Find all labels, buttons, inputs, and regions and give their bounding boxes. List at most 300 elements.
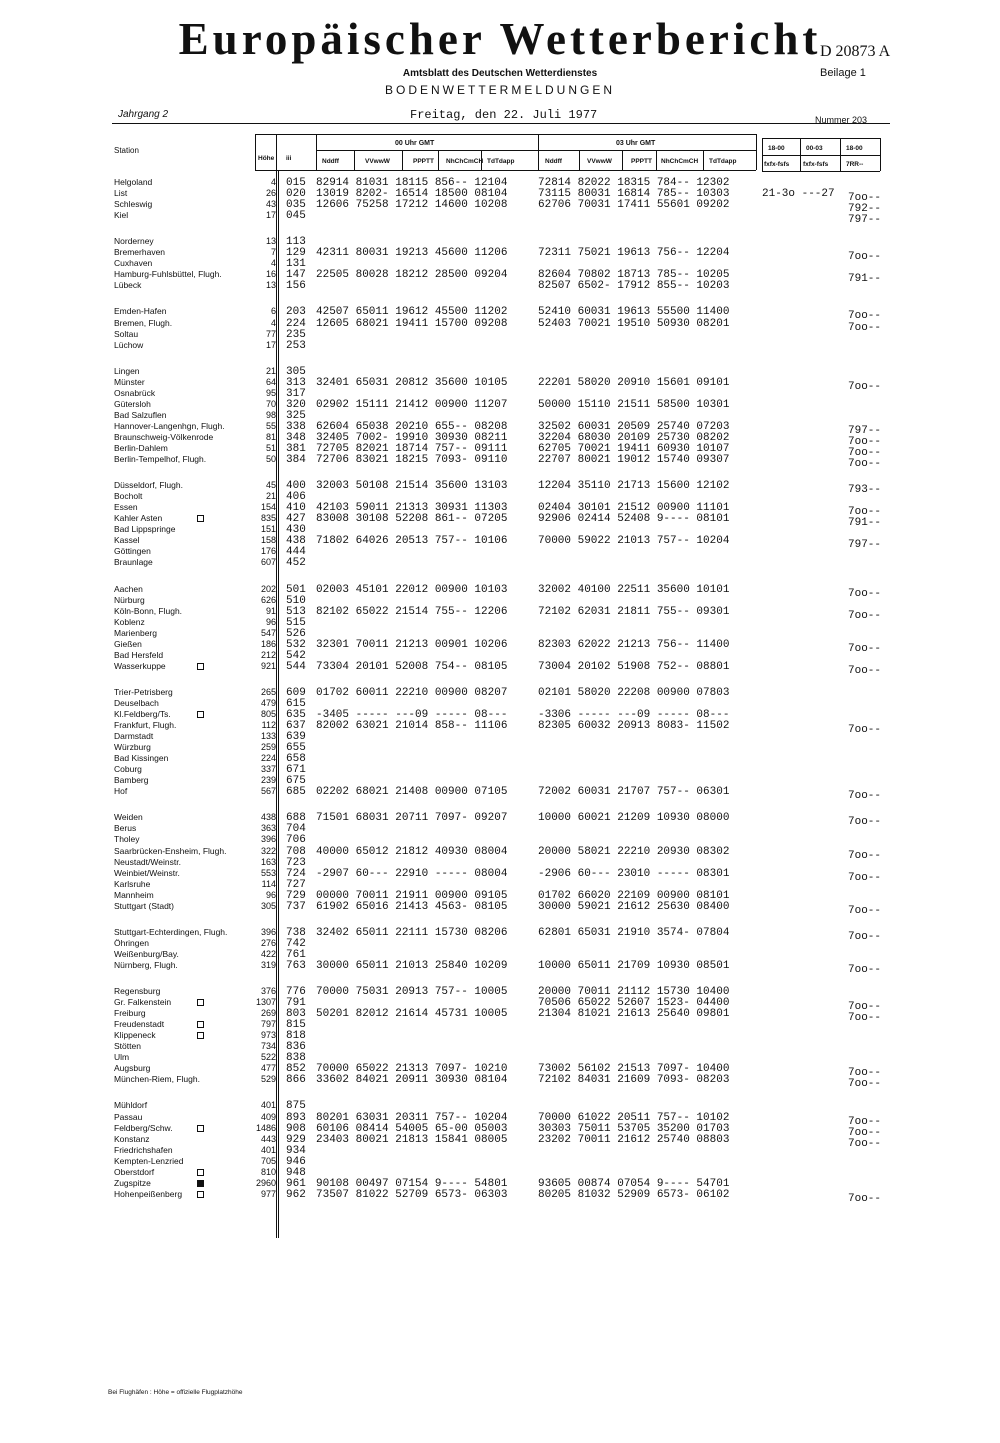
obs-03-utc: 23202 70011 21612 25740 08803 [538, 1134, 730, 1146]
station-name: Ulm [114, 1052, 130, 1062]
station-height: 269 [260, 1008, 276, 1018]
grid-line [840, 138, 841, 171]
obs-03-utc: 72102 84031 21609 7093- 08203 [538, 1074, 730, 1086]
precip-group: 7oo-- [848, 192, 882, 204]
station-name: Norderney [114, 236, 154, 246]
obs-00-utc: 70000 65022 21313 7097- 10210 [316, 1063, 508, 1075]
station-index: 609 [286, 687, 306, 699]
station-name: Passau [114, 1112, 143, 1122]
station-height: 396 [260, 834, 276, 844]
station-index: 727 [286, 879, 306, 891]
station-height: 4 [270, 318, 276, 328]
station-header: Station [114, 146, 139, 155]
station-name: Helgoland [114, 177, 153, 187]
station-index: 381 [286, 443, 306, 455]
station-height: 1486 [255, 1123, 276, 1133]
obs-03-utc: 72102 62031 21811 755-- 09301 [538, 606, 730, 618]
station-name: Coburg [114, 764, 142, 774]
station-height: 797 [260, 1019, 276, 1029]
grid-line [762, 138, 763, 171]
obs-00-utc: 32301 70011 21213 00901 10206 [316, 639, 508, 651]
precip-group: 7oo-- [848, 872, 882, 884]
station-index: 515 [286, 617, 306, 629]
precip-group: 797-- [848, 539, 882, 551]
obs-03-utc: 70000 61022 20511 757-- 10102 [538, 1112, 730, 1124]
col03-1: Nddff [545, 158, 562, 165]
station-name: Gr. Falkenstein [114, 997, 172, 1007]
obs-03-utc: 73002 56102 21513 7097- 10400 [538, 1063, 730, 1075]
precip-group: 7oo-- [848, 381, 882, 393]
square-icon [197, 663, 204, 670]
obs-00-utc: 32401 65031 20812 35600 10105 [316, 377, 508, 389]
station-name: Mannheim [114, 890, 154, 900]
gust-value: 21-3o ---27 [762, 188, 835, 200]
station-index: 738 [286, 927, 306, 939]
station-name: Weißenburg/Bay. [114, 949, 179, 959]
station-index: 430 [286, 524, 306, 536]
station-index: 020 [286, 188, 306, 200]
station-height: 363 [260, 823, 276, 833]
obs-03-utc: 20000 58021 22210 20930 08302 [538, 846, 730, 858]
section-title: BODENWETTERMELDUNGEN [384, 83, 615, 97]
station-name: Kassel [114, 535, 140, 545]
station-name: Bamberg [114, 775, 149, 785]
station-name: Hohenpeißenberg [114, 1189, 183, 1199]
station-name: Gießen [114, 639, 142, 649]
station-index: 708 [286, 846, 306, 858]
station-name: Bad Hersfeld [114, 650, 164, 660]
station-index: 724 [286, 868, 306, 880]
obs-00-utc: 13019 8202- 16514 18500 08104 [316, 188, 508, 200]
obs-03-utc: 52410 60031 19613 55500 11400 [538, 306, 730, 318]
station-name: Stuttgart (Stadt) [114, 901, 174, 911]
obs-00-utc: -3405 ----- ---09 ----- 08--- [316, 709, 508, 721]
grid-line [703, 150, 704, 170]
obs-03-utc: 72002 60031 21707 757-- 06301 [538, 786, 730, 798]
obs-03-utc: -3306 ----- ---09 ----- 08--- [538, 709, 730, 721]
precip-group: 7oo-- [848, 643, 882, 655]
issue-date: Freitag, den 22. Juli 1977 [410, 108, 598, 122]
station-height: 21 [265, 366, 276, 376]
station-index: 761 [286, 949, 306, 961]
station-index: 658 [286, 753, 306, 765]
obs-03-utc: 52403 70021 19510 50930 08201 [538, 318, 730, 330]
supplement-label: Beilage 1 [820, 67, 866, 79]
station-name: Braunschweig-Völkenrode [114, 432, 214, 442]
precip-group: 7oo-- [848, 850, 882, 862]
obs-00-utc: -2907 60--- 22910 ----- 08004 [316, 868, 508, 880]
group-00-header: 00 Uhr GMT [395, 140, 435, 147]
obs-03-utc: 32204 68030 20109 25730 08202 [538, 432, 730, 444]
station-height: 176 [260, 546, 276, 556]
grid-line [579, 150, 580, 170]
precip-group: 7oo-- [848, 1078, 882, 1090]
station-height: 224 [260, 753, 276, 763]
obs-00-utc: 90108 00497 07154 9---- 54801 [316, 1178, 508, 1190]
station-height: 96 [265, 617, 276, 627]
station-index: 235 [286, 329, 306, 341]
station-name: Konstanz [114, 1134, 150, 1144]
station-name: Münster [114, 377, 145, 387]
precip-group: 7oo-- [848, 1067, 882, 1079]
station-index: 706 [286, 834, 306, 846]
station-height: 4 [270, 258, 276, 268]
grid-line [481, 150, 482, 170]
square-icon [197, 711, 204, 718]
station-name: Kl.Feldberg/Ts. [114, 709, 171, 719]
station-name: Tholey [114, 834, 140, 844]
obs-00-utc: 82914 81031 18115 856-- 12104 [316, 177, 508, 189]
precip-group: 797-- [848, 214, 882, 226]
station-index: 685 [286, 786, 306, 798]
station-height: 4 [270, 177, 276, 187]
station-height: 810 [260, 1167, 276, 1177]
square-icon [197, 999, 204, 1006]
station-name: Kempten-Lenzried [114, 1156, 184, 1166]
obs-03-utc: 12204 35110 21713 15600 12102 [538, 480, 730, 492]
station-height: 81 [265, 432, 276, 442]
obs-00-utc: 12606 75258 17212 14600 10208 [316, 199, 508, 211]
grid-line [762, 171, 880, 172]
station-index: 637 [286, 720, 306, 732]
obs-03-utc: 50000 15110 21511 58500 10301 [538, 399, 730, 411]
station-height: 376 [260, 986, 276, 996]
station-index: 348 [286, 432, 306, 444]
station-height: 1307 [255, 997, 276, 1007]
station-name: Bad Lippspringe [114, 524, 176, 534]
obs-00-utc: 61902 65016 21413 4563- 08105 [316, 901, 508, 913]
station-index: 015 [286, 177, 306, 189]
station-height: 163 [260, 857, 276, 867]
station-name: Regensburg [114, 986, 161, 996]
precip-group: 7oo-- [848, 964, 882, 976]
obs-03-utc: -2906 60--- 23010 ----- 08301 [538, 868, 730, 880]
obs-00-utc: 80201 63031 20311 757-- 10204 [316, 1112, 508, 1124]
station-index: 948 [286, 1167, 306, 1179]
square-icon [197, 1021, 204, 1028]
station-name: Emden-Hafen [114, 306, 167, 316]
station-index: 400 [286, 480, 306, 492]
station-name: Bad Kissingen [114, 753, 169, 763]
station-name: Trier-Petrisberg [114, 687, 173, 697]
station-height: 529 [260, 1074, 276, 1084]
station-index: 224 [286, 318, 306, 330]
station-name: Feldberg/Schw. [114, 1123, 173, 1133]
obs-00-utc: 22505 80028 18212 28500 09204 [316, 269, 508, 281]
station-name: Lübeck [114, 280, 142, 290]
obs-00-utc: 82002 63021 21014 858-- 11106 [316, 720, 508, 732]
obs-00-utc: 42103 59011 21313 30931 11303 [316, 502, 508, 514]
station-height: 151 [260, 524, 276, 534]
station-index: 962 [286, 1189, 306, 1201]
grid-line [354, 150, 355, 170]
precip-group: 791-- [848, 517, 882, 529]
obs-00-utc: 33602 84021 20911 30930 08104 [316, 1074, 508, 1086]
issue-number: Nummer 203 [815, 115, 868, 125]
station-index: 946 [286, 1156, 306, 1168]
station-name: Kiel [114, 210, 129, 220]
station-height: 70 [265, 399, 276, 409]
grid-line [438, 150, 439, 170]
station-index: 729 [286, 890, 306, 902]
station-height: 973 [260, 1030, 276, 1040]
precip-group: 7oo-- [848, 458, 882, 470]
station-index: 035 [286, 199, 306, 211]
station-name: Gütersloh [114, 399, 151, 409]
station-name: Zugspitze [114, 1178, 151, 1188]
station-name: Osnabrück [114, 388, 156, 398]
station-index: 838 [286, 1052, 306, 1064]
station-index: 513 [286, 606, 306, 618]
station-height: 21 [265, 491, 276, 501]
station-index: 147 [286, 269, 306, 281]
station-height: 6 [270, 306, 276, 316]
right-group-2: 00-03 [806, 145, 823, 152]
station-height: 45 [265, 480, 276, 490]
station-height: 98 [265, 410, 276, 420]
obs-00-utc: 72705 82021 18714 757-- 09111 [316, 443, 508, 455]
station-height: 13 [265, 280, 276, 290]
station-height: 186 [260, 639, 276, 649]
obs-03-utc: 62706 70031 17411 55601 09202 [538, 199, 730, 211]
station-index: 671 [286, 764, 306, 776]
precip-group: 7oo-- [848, 310, 882, 322]
station-height: 17 [265, 340, 276, 350]
station-height: 112 [261, 720, 276, 730]
station-name: Essen [114, 502, 138, 512]
grid-line [762, 138, 880, 139]
station-name: Neustadt/Weinstr. [114, 857, 181, 867]
right-col-2: fxfx-fsfs [803, 161, 829, 168]
station-height: 401 [260, 1100, 276, 1110]
station-height: 133 [260, 731, 276, 741]
station-height: 977 [260, 1189, 276, 1199]
grid-line [756, 134, 757, 170]
column-separator [276, 170, 277, 1238]
station-index: 129 [286, 247, 306, 259]
square-icon [197, 1169, 204, 1176]
grid-line [255, 134, 256, 170]
station-height: 479 [260, 698, 276, 708]
station-index: 384 [286, 454, 306, 466]
station-name: Freiburg [114, 1008, 146, 1018]
station-index: 791 [286, 997, 306, 1009]
station-height: 239 [260, 775, 276, 785]
grid-line [880, 138, 881, 171]
obs-03-utc: 82507 6502- 17912 855-- 10203 [538, 280, 730, 292]
grid-line [800, 138, 801, 171]
precip-group: 7oo-- [848, 506, 882, 518]
station-name: München-Riem, Flugh. [114, 1074, 200, 1084]
station-name: Saarbrücken-Ensheim, Flugh. [114, 846, 227, 856]
volume-label: Jahrgang 2 [118, 109, 169, 120]
station-height: 91 [265, 606, 276, 616]
station-height: 259 [260, 742, 276, 752]
grid-line [316, 150, 538, 151]
station-index: 544 [286, 661, 306, 673]
header-rule [112, 123, 890, 124]
station-height: 50 [265, 454, 276, 464]
station-index: 510 [286, 595, 306, 607]
station-height: 553 [260, 868, 276, 878]
station-name: Freudenstadt [114, 1019, 165, 1029]
station-name: Hof [114, 786, 128, 796]
square-icon [197, 1125, 204, 1132]
obs-03-utc: 10000 60021 21209 10930 08000 [538, 812, 730, 824]
obs-00-utc: 70000 75031 20913 757-- 10005 [316, 986, 508, 998]
station-index: 325 [286, 410, 306, 422]
obs-03-utc: 92906 02414 52408 9---- 08101 [538, 513, 730, 525]
station-height: 835 [260, 513, 276, 523]
station-index: 438 [286, 535, 306, 547]
station-index: 526 [286, 628, 306, 640]
obs-03-utc: 22201 58020 20910 15601 09101 [538, 377, 730, 389]
grid-line [538, 134, 756, 135]
obs-00-utc: 02003 45101 22012 00900 10103 [316, 584, 508, 596]
station-name: Würzburg [114, 742, 151, 752]
station-height: 95 [265, 388, 276, 398]
col00-1: Nddff [322, 158, 339, 165]
station-index: 763 [286, 960, 306, 972]
station-index: 131 [286, 258, 306, 270]
precip-group: 792-- [848, 203, 882, 215]
station-name: Weinbiet/Weinstr. [114, 868, 180, 878]
obs-00-utc: 62604 65038 20210 655-- 08208 [316, 421, 508, 433]
col03-4: NhChCmCH [661, 158, 699, 165]
obs-03-utc: 72814 82022 18315 784-- 12302 [538, 177, 730, 189]
obs-00-utc: 50201 82012 21614 45731 10005 [316, 1008, 508, 1020]
right-col-1: fxfx-fsfs [764, 161, 790, 168]
station-height: 626 [260, 595, 276, 605]
station-height: 522 [260, 1052, 276, 1062]
precip-group: 7oo-- [848, 436, 882, 448]
station-height: 319 [260, 960, 276, 970]
station-index: 815 [286, 1019, 306, 1031]
station-index: 818 [286, 1030, 306, 1042]
grid-line [622, 150, 623, 170]
square-icon [197, 1032, 204, 1039]
obs-03-utc: 70506 65022 52607 1523- 04400 [538, 997, 730, 1009]
obs-03-utc: 30303 75011 53705 35200 01703 [538, 1123, 730, 1135]
station-height: 276 [260, 938, 276, 948]
station-name: Stötten [114, 1041, 141, 1051]
grid-line [276, 134, 277, 170]
obs-00-utc: 32402 65011 22111 15730 08206 [316, 927, 508, 939]
station-height: 13 [265, 236, 276, 246]
obs-03-utc: 82305 60032 20913 8083- 11502 [538, 720, 730, 732]
station-index: 338 [286, 421, 306, 433]
station-height: 337 [260, 764, 276, 774]
station-index: 045 [286, 210, 306, 222]
station-height: 805 [260, 709, 276, 719]
obs-00-utc: 32003 50108 21514 35600 13103 [316, 480, 508, 492]
station-height: 322 [260, 846, 276, 856]
station-name: Köln-Bonn, Flugh. [114, 606, 183, 616]
station-index: 852 [286, 1063, 306, 1075]
station-name: Hamburg-Fuhlsbüttel, Flugh. [114, 269, 222, 279]
col03-2: VVwwW [587, 158, 612, 165]
col00-3: PPPTT [413, 158, 434, 165]
precip-group: 7oo-- [848, 1127, 882, 1139]
station-index: 253 [286, 340, 306, 352]
document-number: D 20873 A [820, 43, 891, 60]
station-height: 705 [260, 1156, 276, 1166]
station-index: 203 [286, 306, 306, 318]
station-height: 64 [265, 377, 276, 387]
station-name: Öhringen [114, 938, 149, 948]
obs-00-utc: 73304 20101 52008 754-- 08105 [316, 661, 508, 673]
station-name: Augsburg [114, 1063, 151, 1073]
obs-00-utc: 12605 68021 19411 15700 09208 [316, 318, 508, 330]
station-index: 934 [286, 1145, 306, 1157]
station-height: 2960 [255, 1178, 276, 1188]
obs-00-utc: 60106 08414 54005 65-00 05003 [316, 1123, 508, 1135]
iii-header: iii [286, 155, 292, 162]
grid-line [656, 150, 657, 170]
station-index: 737 [286, 901, 306, 913]
station-index: 532 [286, 639, 306, 651]
station-name: Deuselbach [114, 698, 159, 708]
obs-03-utc: 22707 80021 19012 15740 09307 [538, 454, 730, 466]
station-index: 313 [286, 377, 306, 389]
obs-03-utc: 20000 70011 21112 15730 10400 [538, 986, 730, 998]
obs-00-utc: 32405 7002- 19910 30930 08211 [316, 432, 508, 444]
station-index: 704 [286, 823, 306, 835]
obs-00-utc: 72706 83021 18215 7093- 09110 [316, 454, 508, 466]
obs-00-utc: 02202 68021 21408 00900 07105 [316, 786, 508, 798]
station-height: 443 [260, 1134, 276, 1144]
filled-square-icon [197, 1180, 204, 1187]
obs-03-utc: 73115 80031 16814 785-- 10303 [538, 188, 730, 200]
obs-00-utc: 42507 65011 19612 45500 11202 [316, 306, 508, 318]
station-name: Düsseldorf, Flugh. [114, 480, 183, 490]
grid-line [402, 150, 403, 170]
station-name: Karlsruhe [114, 879, 151, 889]
obs-00-utc: 01702 60011 22210 00900 08207 [316, 687, 508, 699]
obs-00-utc: 40000 65012 21812 40930 08004 [316, 846, 508, 858]
station-height: 265 [260, 687, 276, 697]
station-index: 635 [286, 709, 306, 721]
obs-03-utc: 32002 40100 22511 35600 10101 [538, 584, 730, 596]
station-height: 438 [260, 812, 276, 822]
obs-03-utc: 21304 81021 21613 25640 09801 [538, 1008, 730, 1020]
station-index: 639 [286, 731, 306, 743]
station-name: Nürburg [114, 595, 145, 605]
station-index: 427 [286, 513, 306, 525]
obs-00-utc: 82102 65022 21514 755-- 12206 [316, 606, 508, 618]
obs-00-utc: 83008 30108 52208 861-- 07205 [316, 513, 508, 525]
station-name: Braunlage [114, 557, 153, 567]
obs-00-utc: 71501 68031 20711 7097- 09207 [316, 812, 508, 824]
precip-group: 7oo-- [848, 610, 882, 622]
station-index: 615 [286, 698, 306, 710]
precip-group: 7oo-- [848, 931, 882, 943]
station-index: 406 [286, 491, 306, 503]
station-name: Schleswig [114, 199, 153, 209]
subtitle: Amtsblatt des Deutschen Wetterdienstes [402, 68, 598, 79]
station-name: Oberstdorf [114, 1167, 155, 1177]
obs-03-utc: 82604 70802 18713 785-- 10205 [538, 269, 730, 281]
obs-00-utc: 23403 80021 21813 15841 08005 [316, 1134, 508, 1146]
station-name: Friedrichshafen [114, 1145, 173, 1155]
station-height: 212 [260, 650, 276, 660]
station-height: 96 [265, 890, 276, 900]
station-index: 893 [286, 1112, 306, 1124]
station-height: 17 [265, 210, 276, 220]
station-height: 477 [260, 1063, 276, 1073]
station-name: Berlin-Tempelhof, Flugh. [114, 454, 207, 464]
precip-group: 7oo-- [848, 1001, 882, 1013]
